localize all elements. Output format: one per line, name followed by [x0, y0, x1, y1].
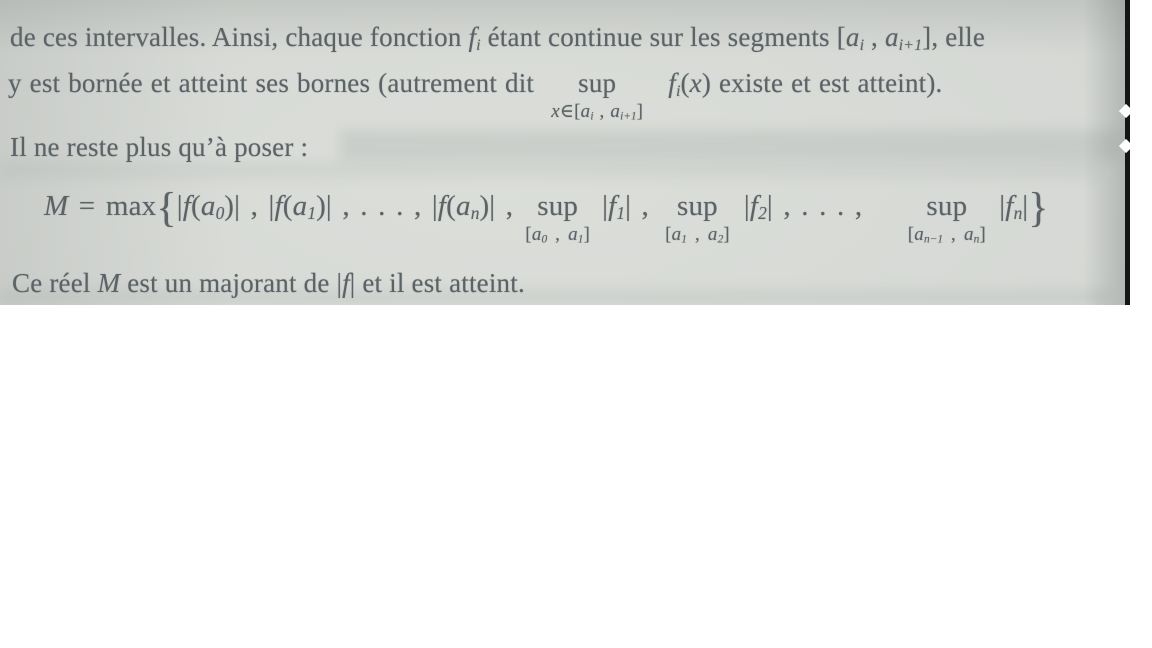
sup-operator-2 — [665, 189, 730, 246]
paragraph-line-3: Il ne reste plus qu’à poser : — [10, 132, 309, 162]
formula-mid-2: |f2| , . . . , — [743, 190, 863, 224]
paragraph-line-5: Ce réel M est un majorant de |f| et il est atteint. — [12, 268, 525, 298]
sup-domain-1: [a0 , a1] — [525, 224, 591, 246]
display-formula — [44, 185, 1049, 246]
formula-lhs: M = max{|f(a0)| , |f(a1)| , . . . , |f(an)| , — [44, 185, 514, 232]
sup-operator-3 — [907, 189, 986, 246]
formula-mid-1: |f1| , — [602, 190, 649, 224]
sup-operator-inline — [551, 66, 644, 123]
scanned-book-page — [0, 0, 1130, 305]
scan-smudge — [0, 162, 1100, 178]
formula-tail: |fn|} — [999, 185, 1049, 232]
sup-domain-2: [a1 , a2] — [665, 224, 730, 246]
page-curl-shadow — [1083, 0, 1125, 305]
sup-word: sup — [677, 190, 718, 222]
sup-word: sup — [926, 190, 968, 222]
sup-word: sup — [537, 190, 579, 222]
sup-word: sup — [578, 68, 617, 98]
paragraph-line-2 — [8, 66, 943, 123]
line2-text-post: fi(x) existe et est atteint). — [668, 68, 943, 100]
scan-smudge — [340, 130, 1120, 160]
paragraph-line-1: de ces intervalles. Ainsi, chaque fonction fi étant continue sur les segments [ai , ai+1], elle — [10, 22, 986, 54]
sup-domain: x∈[ai , ai+1] — [551, 101, 644, 123]
line2-text-pre: y est bornée et atteint ses bornes (autrement dit — [8, 68, 535, 98]
sup-operator-1 — [525, 189, 591, 246]
sup-domain-3: [an−1 , an] — [907, 224, 986, 246]
